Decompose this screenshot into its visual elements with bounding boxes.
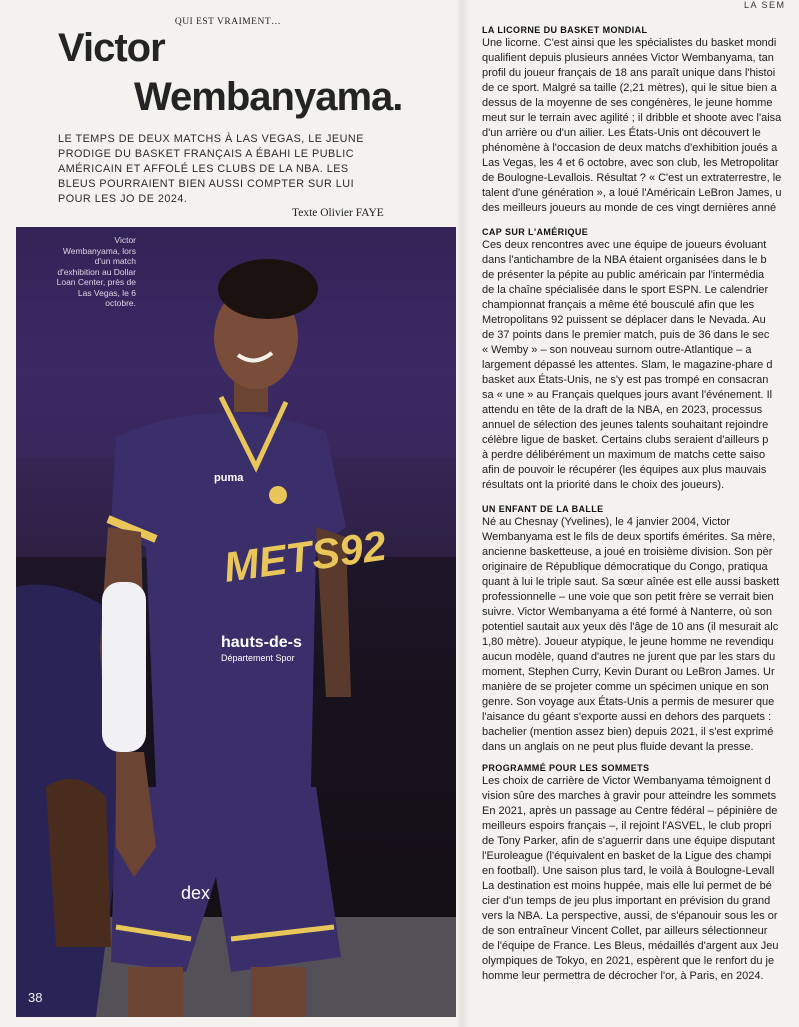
player-photo — [16, 227, 456, 1017]
body-line: de la chaîne spécialisée dans le sport ESPN. Le calendrier — [482, 284, 769, 296]
body-line: phénomène à l'occasion de deux matchs d'exhibition joués a — [482, 142, 778, 154]
section-heading: LA LICORNE DU BASKET MONDIAL — [482, 25, 648, 35]
jersey-sponsor-sub: Département Spor — [221, 653, 295, 663]
body-line: dans un anglais on ne peut plus fluide devant la presse. — [482, 741, 754, 753]
body-line: aucun modèle, quand d'autres ne jurent que par les stars du — [482, 651, 776, 663]
byline: Texte Olivier FAYE — [292, 207, 384, 219]
body-line: qualifient depuis plusieurs années Victor Wembanyama, tan — [482, 52, 774, 64]
body-line: Une licorne. C'est ainsi que les spécialistes du basket mondi — [482, 37, 777, 49]
body-line: potentiel sautait aux yeux dès l'âge de 10 ans (il mesurait alc — [482, 621, 779, 633]
section-heading: UN ENFANT DE LA BALLE — [482, 504, 604, 514]
body-line: profil du joueur français de 18 ans paraît unique dans l'histoi — [482, 67, 776, 79]
headline-last-name — [134, 77, 402, 117]
body-line: résultats ont la priorité dans le choix des joueurs). — [482, 479, 725, 491]
body-line: d'un arrière ou d'un ailier. Les États-Unis ont découvert le — [482, 127, 761, 139]
club-crest-icon — [269, 486, 287, 504]
body-line: célèbre ligue de basket. Certains clubs seraient d'ailleurs p — [482, 434, 769, 446]
body-line: Metropolitans 92 puissent se déplacer dans le Nevada. Au — [482, 314, 766, 326]
body-line: homme leur permettra de décrocher l'or, à Paris, en 2024. — [482, 970, 764, 982]
body-line: moment, Stephen Curry, Kevin Durant ou LeBron James. Ur — [482, 666, 775, 678]
body-line: En 2021, après un passage au Centre fédéral – pépinière de — [482, 805, 778, 817]
body-line: dessus de la moyenne de ses congénères, le jeune homme — [482, 97, 773, 109]
headline-period: . — [392, 75, 403, 119]
section-heading: PROGRAMMÉ POUR LES SOMMETS — [482, 763, 650, 773]
body-line: meut sur le terrain avec agilité ; il dribble et shoote avec l'aisa — [482, 112, 782, 124]
body-line: Les choix de carrière de Victor Wembanyama témoignent d — [482, 775, 771, 787]
photo-caption: Victor Wembanyama, lors d'un match d'exhibition au Dollar Loan Center, près de Las Vegas, le 6 octobre. — [56, 235, 136, 308]
body-line: de Tony Parker, afin de s'aguerrir dans une équipe disputant — [482, 835, 775, 847]
section-heading: CAP SUR L'AMÉRIQUE — [482, 227, 589, 237]
body-line: Né au Chesnay (Yvelines), le 4 janvier 2004, Victor — [482, 516, 731, 528]
body-line: annuel de sélection des jeunes talents souhaitant rejoindre — [482, 419, 769, 431]
lede-paragraph: LE TEMPS DE DEUX MATCHS À LAS VEGAS, LE JEUNE PRODIGE DU BASKET FRANÇAIS A ÉBAHI LE PUBLIC AMÉRICAIN ET AFFOLÉ LES CLUBS DE LA NBA. LES BLEUS POURRAIENT BIEN AUSSI COMPTER SUR LUI POUR LES JO DE 2024. — [58, 133, 364, 205]
body-line: Las Vegas, les 4 et 6 octobre, avec son club, les Metropolitar — [482, 157, 779, 169]
body-line: de son entraîneur Vincent Collet, par ailleurs sélectionneur — [482, 925, 768, 937]
body-line: dans l'antichambre de la NBA étaient organisées dans le b — [482, 254, 767, 266]
body-line: professionnelle – une voie que son petit frère se verrait bien — [482, 591, 774, 603]
body-line: bachelier (mention assez bien) depuis 2021, il s'est exprimé — [482, 726, 774, 738]
body-line: Wembanyama est le fils de deux sportifs émérites. Sa mère, — [482, 531, 776, 543]
body-line: sa « une » au Français quelques jours avant l'événement. Il — [482, 389, 773, 401]
jersey-sponsor: hauts-de-s — [221, 634, 302, 651]
player-left-leg — [128, 967, 183, 1017]
page-gutter — [456, 0, 470, 1027]
jersey-wordmark: METS92 — [220, 521, 390, 591]
body-line: manière de se projeter comme un spécimen unique en son — [482, 681, 769, 693]
body-line: de présenter la pépite au public américain par l'intermédia — [482, 269, 765, 281]
body-line: à perdre délibérément un maximum de matchs cette saiso — [482, 449, 766, 461]
body-line: vision sûre des marches à gravir pour atteindre les sommets — [482, 790, 777, 802]
body-line: suivre. Victor Wembanyama a été formé à Nanterre, où son — [482, 606, 773, 618]
section-body — [482, 515, 779, 755]
section-body — [482, 774, 779, 984]
body-line: quant à lui le triple saut. Sa sœur aînée est elle aussi baskett — [482, 576, 780, 588]
body-line: l'aisance du géant s'exporte aussi en dehors des parquets : — [482, 711, 772, 723]
body-line: ancienne basketteuse, a joué en troisième division. Son pèr — [482, 546, 773, 558]
body-line: vers la NBA. La perspective, aussi, de s'épanouir sous les or — [482, 910, 778, 922]
body-line: de Boulogne-Levallois. Résultat ? « C'est un extraterrestre, le — [482, 172, 782, 184]
body-line: de l'équipe de France. Les Bleus, médaillés d'argent aux Jeu — [482, 940, 779, 952]
body-line: de 37 points dans le premier match, puis de 36 dans le sec — [482, 329, 770, 341]
body-line: genre. Son voyage aux États-Unis a permis de mesurer que — [482, 696, 775, 708]
body-line: largement dépassé les attentes. Slam, le magazine-phare d — [482, 359, 773, 371]
player-hair — [218, 259, 318, 319]
body-line: de ce sport. Malgré sa taille (2,21 mètres), qui le situe bien a — [482, 82, 777, 94]
body-line: talent d'une génération », a loué l'Américain LeBron James, u — [482, 187, 782, 199]
article-section-1 — [482, 24, 782, 216]
body-line: basket aux États-Unis, ne s'y est pas trompé en consacran — [482, 374, 769, 386]
running-head: LA SEM — [744, 0, 786, 10]
body-line: 1,80 mètre). Joueur atypique, le jeune homme ne revendiqu — [482, 636, 774, 648]
body-line: attendu en tête de la draft de la NBA, en 2023, processus — [482, 404, 763, 416]
shorts-sponsor: dex — [181, 883, 211, 903]
kicker: QUI EST VRAIMENT… — [174, 17, 282, 27]
headline-first-name: Victor — [58, 26, 165, 70]
body-line: La destination est moins huppée, mais elle lui permet de bé — [482, 880, 772, 892]
body-line: meilleurs espoirs français –, il rejoint l'ASVEL, le club propri — [482, 820, 772, 832]
body-line: cier d'un temps de jeu plus important en prévision du grand — [482, 895, 771, 907]
body-line: des meilleurs joueurs au monde de ces vingt dernières anné — [482, 202, 777, 214]
body-line: afin de pouvoir le récupérer (les équipes aux plus mauvais — [482, 464, 767, 476]
player-right-leg — [251, 967, 306, 1017]
body-line: « Wemby » – son nouveau surnom outre-Atlantique – a — [482, 344, 752, 356]
article-section-4 — [482, 762, 779, 984]
body-line: championnat français a même été bousculé afin que les — [482, 299, 755, 311]
page-number: 38 — [28, 990, 43, 1005]
photo-illustration — [16, 227, 456, 1017]
section-body — [482, 238, 772, 493]
body-line: olympiques de Tokyo, en 2021, espèrent que le renfort du je — [482, 955, 775, 967]
article-column — [482, 0, 799, 1027]
body-line: en football). Une saison plus tard, le voilà à Boulogne-Levall — [482, 865, 775, 877]
brand-logo-text: puma — [214, 472, 244, 484]
headline-last-name-text: Wembanyama — [134, 75, 393, 119]
body-line: l'Euroleague (l'équivalent en basket de la Ligue des champi — [482, 850, 772, 862]
section-body — [482, 36, 782, 216]
body-line: Ces deux rencontres avec une équipe de joueurs évoluant — [482, 239, 767, 251]
arm-sleeve — [102, 582, 146, 752]
body-line: originaire de République démocratique du Congo, pratiqua — [482, 561, 768, 573]
article-section-3 — [482, 503, 779, 755]
teammate-arm — [46, 779, 111, 947]
article-section-2 — [482, 226, 772, 493]
